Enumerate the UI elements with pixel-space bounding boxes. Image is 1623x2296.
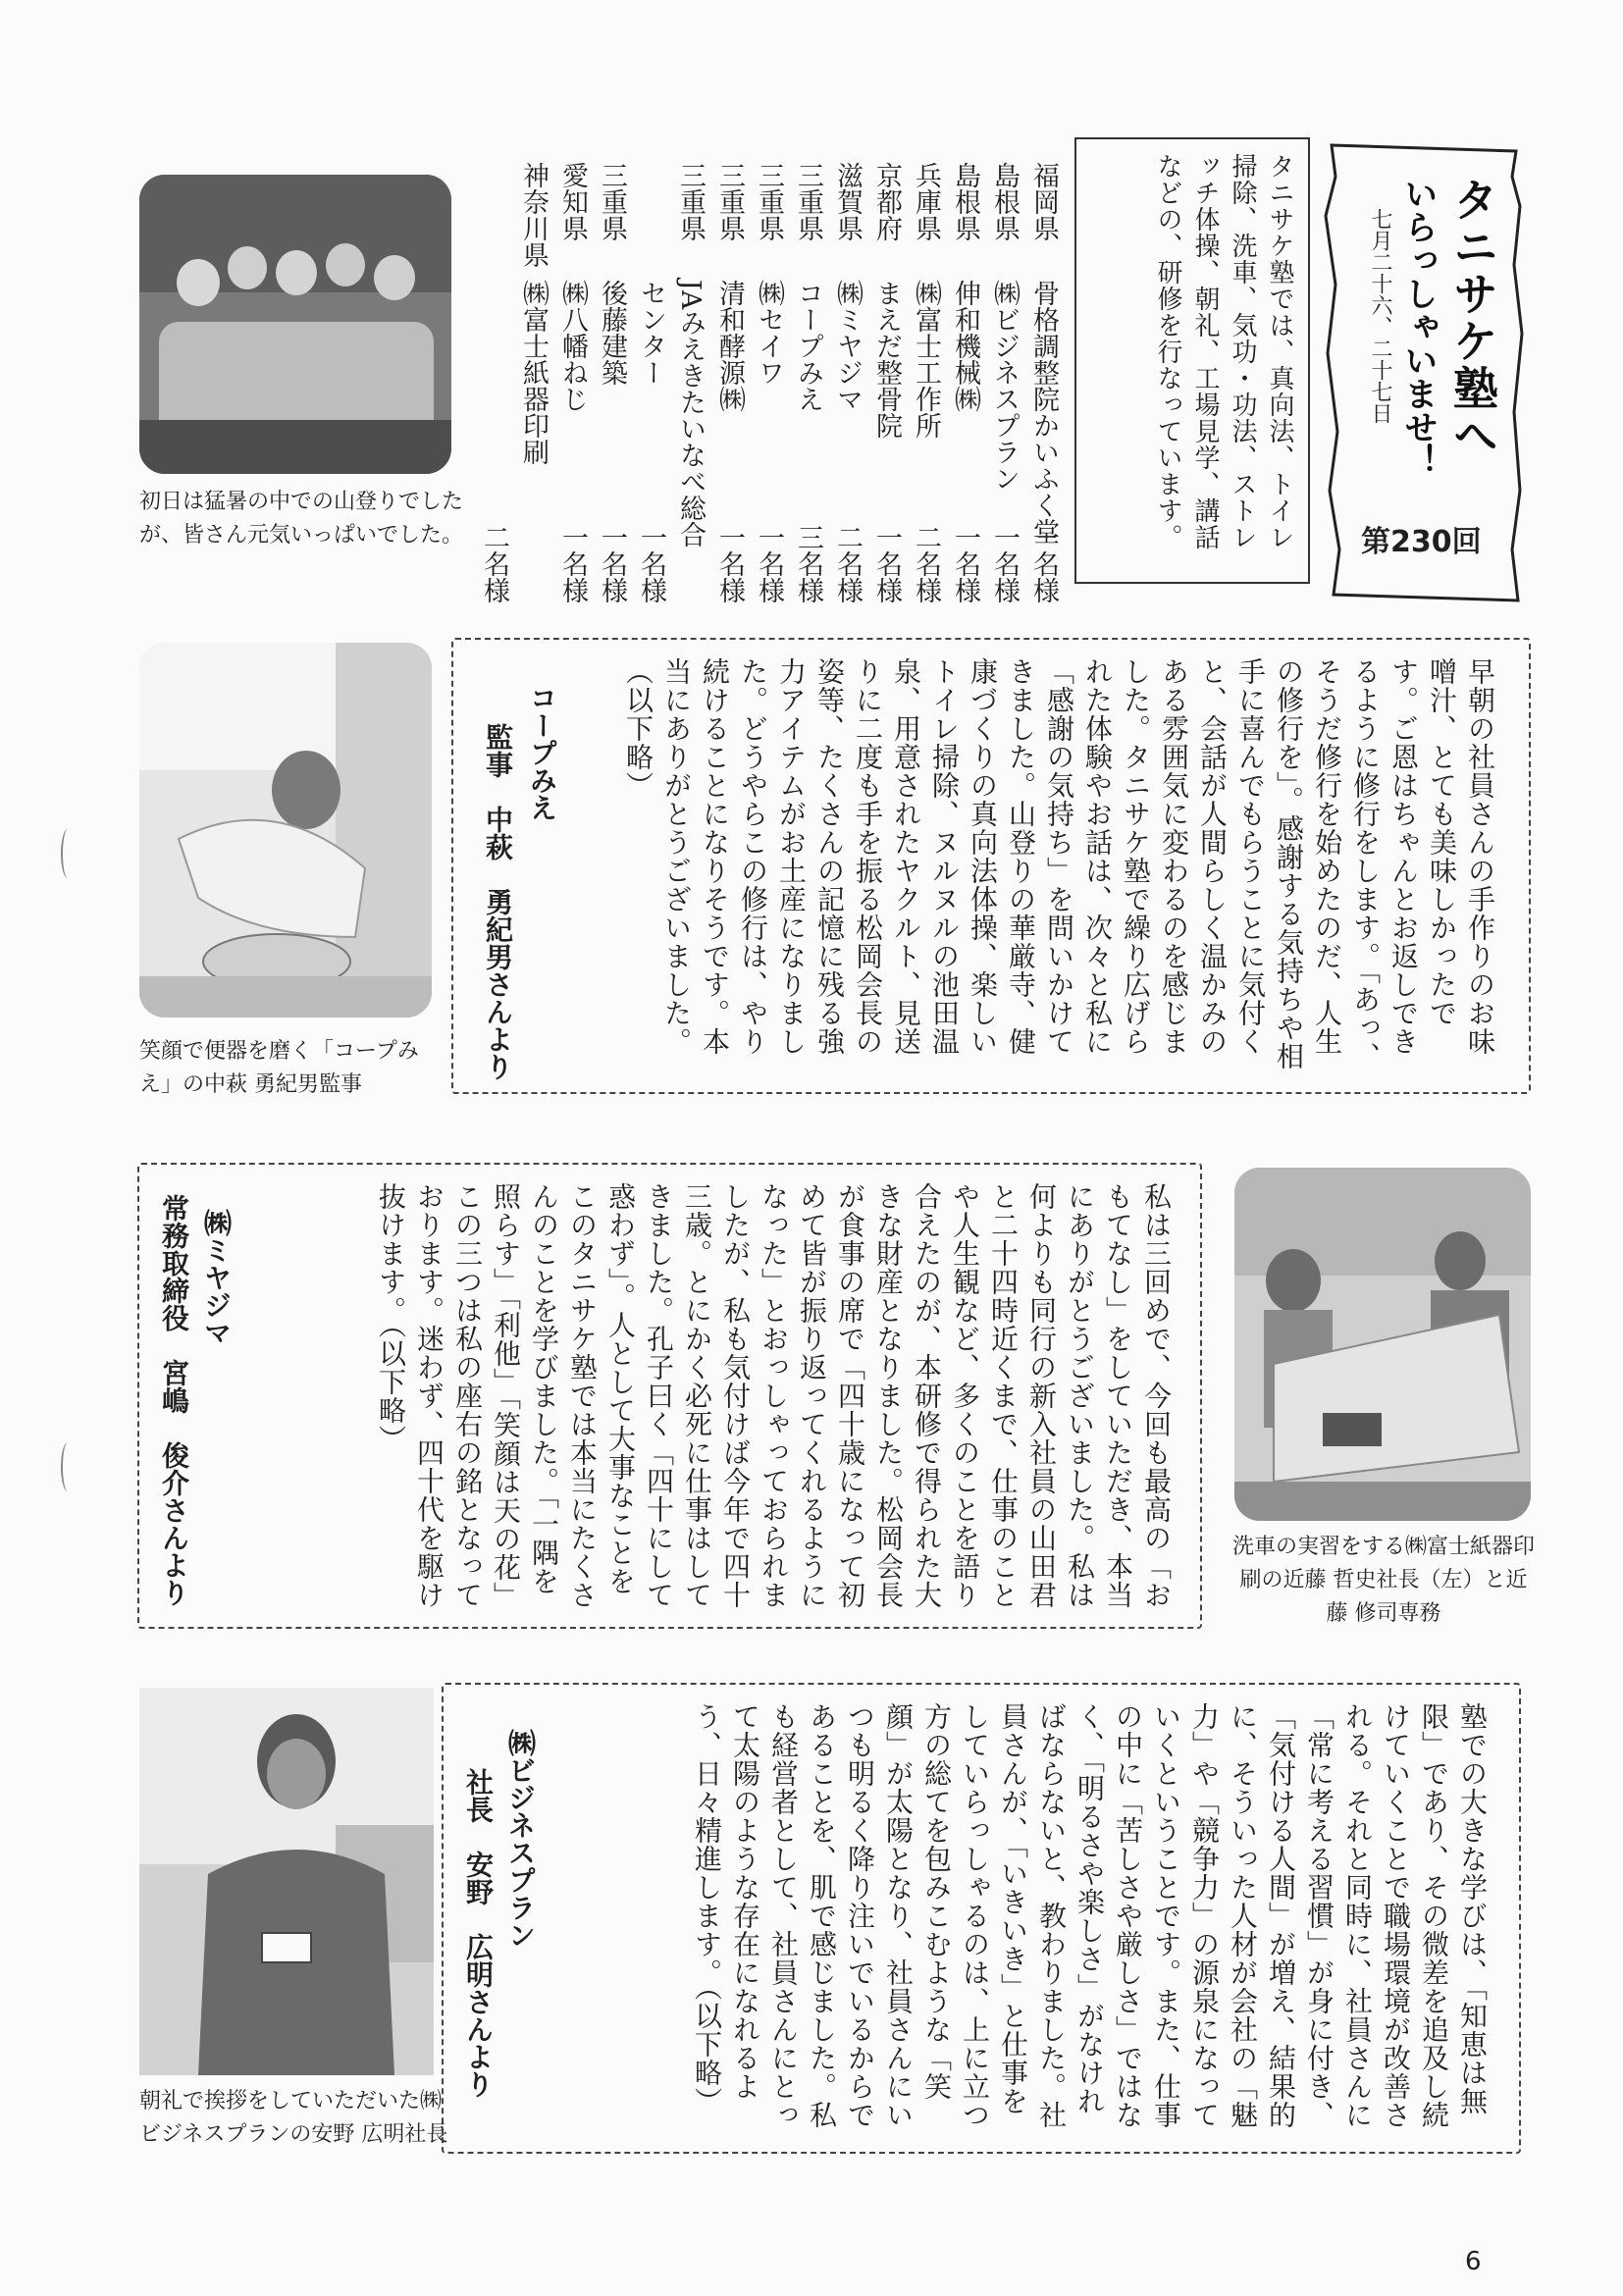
- roster-company: 後藤建築: [597, 280, 627, 386]
- article-company: コープみえ: [526, 684, 558, 821]
- roster-count: 一名様: [950, 524, 980, 603]
- article-business-plan: [442, 1683, 1521, 2154]
- article-company: ㈱ミヤジマ: [200, 1209, 233, 1346]
- roster-prefecture: 島根県: [950, 162, 980, 241]
- roster-prefecture: 島根県: [989, 162, 1020, 241]
- roster-count: 二名様: [832, 524, 863, 603]
- car-wash-photo-image: [1234, 1168, 1531, 1521]
- roster-prefecture: 滋賀県: [832, 162, 863, 241]
- roster-prefecture: 三重県: [754, 162, 784, 241]
- roster-company: ㈱ミヤジマ: [832, 280, 863, 412]
- roster-count: 一名様: [989, 524, 1020, 603]
- roster-company: ㈱富士工作所: [911, 280, 941, 439]
- roster-prefecture: 愛知県: [557, 162, 588, 241]
- car-wash-caption: 洗車の実習をする㈱富士紙器印刷の近藤 哲史社長（左）と近藤 修司専務: [1231, 1535, 1535, 1626]
- roster-count: 一名様: [714, 524, 745, 603]
- article-miyajima: [137, 1163, 1202, 1629]
- president-photo-caption: 朝礼で挨拶をしていただいた㈱ビジネスプランの安野 広明社長: [139, 2089, 448, 2147]
- car-wash-photo: [1234, 1168, 1531, 1521]
- roster-prefecture: 兵庫県: [911, 162, 941, 241]
- punch-hole-mark: [61, 1442, 75, 1491]
- article-body: 私は三回めで、今回も最高の「おもてなし」をしていただき、本当にありがとうございました。私は何よりも同行の新入社員の山田君と二十四時近くまで、仕事のことや人生観など、多くのことを語り合えたのが、本研修で得られた大きな財産となりました。松岡会長が食事の席で「四十歳になって初めて皆が振り返ってくれるようになった」とおっしゃっておられましたが、私も気付けば今年で四十三歳。とにかく必死に仕事はしてきました。孔子曰く「四十にして惑わず」。人として大事なことをこのタニサケ塾では本当にたくさんのことを学びました。「一隅を照らす」「利他」「笑顔は天の花」この三つは私の座右の銘となっております。迷わず、四十代を駆け抜けます。（以下略）: [375, 1182, 1173, 1610]
- roster-count: 一名様: [557, 524, 588, 603]
- roster-prefecture: 福岡県: [1028, 162, 1059, 241]
- roster-prefecture: 三重県: [675, 162, 706, 241]
- roster-count: 一名様: [597, 524, 627, 603]
- title-block: [1320, 137, 1526, 608]
- event-date: 七月二十六、二十七日: [1368, 208, 1392, 424]
- episode-number: 第230回: [1361, 525, 1482, 559]
- roster-count: 三名様: [793, 524, 823, 603]
- roster-company: まえだ整骨院: [871, 280, 902, 439]
- article-company: ㈱ビジネスプラン: [504, 1729, 537, 1949]
- roster-count: 二名様: [479, 524, 509, 603]
- roster-prefecture: 神奈川県: [518, 162, 549, 268]
- group-photo-caption: 初日は猛暑の中での山登りでしたが、皆さん元気いっぱいでした。: [139, 490, 464, 548]
- article-body: 早朝の社員さんの手作りのお味噌汁、とても美味しかったです。ご恩はちゃんとお返しできるように修行をします。「あっ、そうだ修行を始めたのだ、人生の修行を」。感謝する気持ちや相手に喜んでもらうことに気付くと、会話が人間らしく温かみのある雰囲気に変わるのを感じました。タニサケ塾で繰り広げられた体験やお話は、次々と私に「感謝の気持ち」を問いかけてきました。山登りの華厳寺、健康づくりの真向法体操、楽しいトイレ掃除、ヌルヌルの池田温泉、用意されたヤクルト、見送りに二度も手を振る松岡会長の姿等、たくさんの記憶に残る強力アイテムがお土産になりました。どうやらこの修行は、やり続けることになりそうです。本当にありがとうございました。（以下略）: [622, 657, 1496, 1070]
- roster-company: JAみえきたいなべ総合: [675, 280, 706, 548]
- punch-hole-mark: [61, 829, 75, 878]
- roster-count: 二名様: [911, 524, 941, 603]
- group-photo: [139, 175, 451, 474]
- roster-prefecture: 京都府: [871, 162, 902, 241]
- roster-company: 伸和機械㈱: [950, 280, 980, 412]
- article-body: 塾での大きな学びは、「知恵は無限」であり、その微差を追及し続けていくことで職場環境が改善される。それと同時に、社員さんに「常に考える習慣」が身に付き、「気付ける人間」が増え、結果的に、そういった人材が会社の「魅力」や「競争力」の源泉になっていくということです。また、仕事の中に「苦しさや厳しさ」ではなく、「明るさや楽しさ」がなければならないと、教わりました。社員さんが、「いきいき」と仕事をしていらっしゃるのは、上に立つ方の総てを包みこむような「笑顔」が太陽となり、社員さんにいつも明るく降り注いでいるからであることを、肌で感じました。私も経営者として、社員さんにとって太陽のような存在になれるよう、日々精進します。（以下略）: [691, 1702, 1489, 2129]
- attendee-roster: [451, 162, 1060, 603]
- roster-company: センター: [636, 280, 666, 386]
- roster-prefecture: 三重県: [597, 162, 627, 241]
- article-author: 監事 中萩 勇紀男さんより: [482, 723, 514, 1080]
- roster-prefecture: 三重県: [793, 162, 823, 241]
- group-photo-image: [139, 175, 451, 474]
- toilet-cleaning-photo-image: [139, 643, 432, 1018]
- roster-company: ㈱八幡ねじ: [557, 280, 588, 412]
- series-subtitle: いらっしゃいませ！: [1398, 177, 1438, 477]
- roster-count: 一名様: [1028, 524, 1059, 603]
- roster-count: 一名様: [636, 524, 666, 603]
- roster-company: ㈱セイワ: [754, 280, 784, 386]
- page-number: 6: [1465, 2247, 1482, 2276]
- roster-company: コープみえ: [793, 280, 823, 412]
- article-author: 社長 安野 広明さんより: [462, 1768, 495, 2098]
- intro-box: [1074, 137, 1310, 584]
- roster-prefecture: 三重県: [714, 162, 745, 241]
- article-author: 常務取締役 宮嶋 俊介さんより: [158, 1194, 190, 1606]
- president-photo: [139, 1688, 434, 2075]
- roster-count: 一名様: [871, 524, 902, 603]
- intro-text: タニサケ塾では、真向法、トイレ掃除、洗車、気功・功法、ストレッチ体操、朝礼、工場見学、講話などの、研修を行なっています。: [1153, 153, 1294, 550]
- toilet-cleaning-caption: 笑顔で便器を磨く「コープみえ」の中萩 勇紀男監事: [139, 1039, 419, 1097]
- president-photo-image: [139, 1688, 434, 2075]
- roster-company: ㈱富士紙器印刷: [518, 280, 549, 465]
- article-coop-mie: [451, 638, 1531, 1094]
- roster-company: 清和酵源㈱: [714, 280, 745, 412]
- toilet-cleaning-photo: [139, 643, 432, 1018]
- roster-company: 骨格調整院かいふく堂: [1028, 280, 1059, 545]
- roster-count: 一名様: [754, 524, 784, 603]
- series-title: タニサケ塾へ: [1446, 177, 1499, 459]
- roster-company: ㈱ビジネスプラン: [989, 280, 1020, 492]
